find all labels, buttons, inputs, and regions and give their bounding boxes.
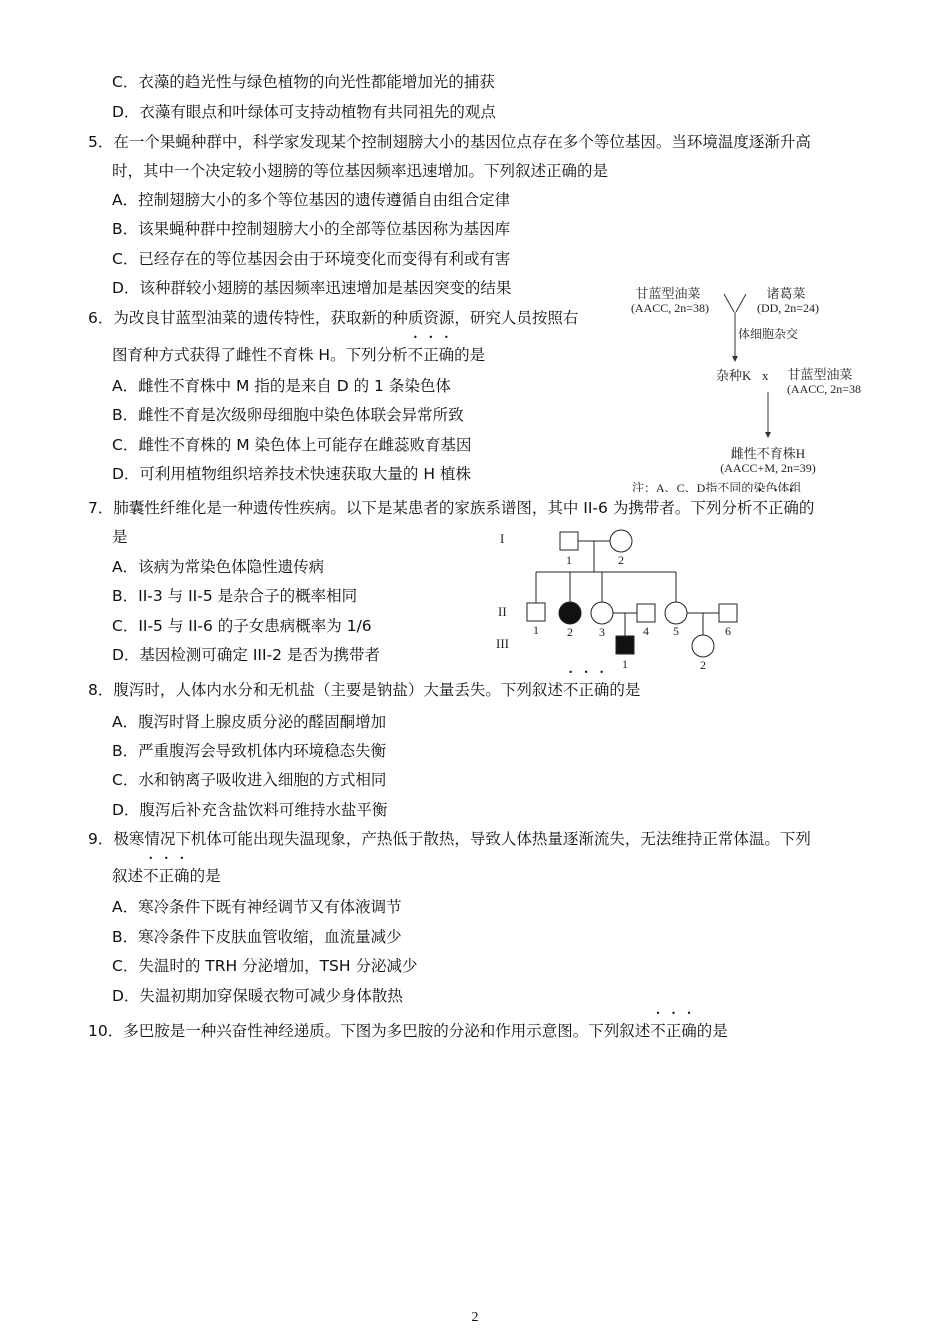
q10-stem: 10．多巴胺是一种兴奋性神经递质。下图为多巴胺的分泌和作用示意图。下列叙述不正确的是 <box>88 1022 728 1040</box>
q6-stem-line2: 图育种方式获得了雌性不育株 H。下列分析不正确的是 <box>112 346 486 364</box>
q5-option-c: C．已经存在的等位基因会由于环境变化而变得有利或有害 <box>112 250 511 268</box>
gen3-number: 1 <box>622 657 628 671</box>
parent1-name: 甘蓝型油菜 <box>635 286 701 301</box>
parent3-genome: (AACC, 2n=38 <box>786 382 862 396</box>
q4-option-d: D．衣藻有眼点和叶绿体可支持动植物有共同祖先的观点 <box>112 103 496 121</box>
q7-option-d: D．基因检测可确定 III-2 是否为携带者 <box>112 646 380 664</box>
gen2-number: 2 <box>567 625 573 639</box>
q9-option-a: A．寒冷条件下既有神经调节又有体液调节 <box>112 898 402 916</box>
offspring-genome: (AACC+M, 2n=39) <box>720 461 816 475</box>
parent2-genome: (DD, 2n=24) <box>756 301 820 315</box>
q6-stem-line1: 6．为改良甘蓝型油菜的遗传特性，获取新的种质资源，研究人员按照右 <box>88 309 579 327</box>
pedigree-chart <box>494 526 744 672</box>
gen1-number: 1 <box>566 553 572 567</box>
gen1-number: 2 <box>618 553 624 567</box>
iii2-female <box>692 635 714 657</box>
parent1-genome: (AACC, 2n=38) <box>630 301 710 315</box>
q5-stem-line2: 时，其中一个决定较小翅膀的等位基因频率迅速增加。下列叙述正确的是 <box>112 162 609 180</box>
gen3-number: 2 <box>700 658 706 672</box>
ii1-male <box>527 603 545 621</box>
q6-option-b: B．雌性不育是次级卵母细胞中染色体联会异常所致 <box>112 406 464 424</box>
ii2-female-affected <box>559 602 581 624</box>
ii3-female <box>591 602 613 624</box>
gen2-number: 1 <box>533 623 539 637</box>
q6-option-c: C．雌性不育株的 M 染色体上可能存在雌蕊败育基因 <box>112 436 472 454</box>
q5-option-d: D．该种群较小翅膀的基因频率迅速增加是基因突变的结果 <box>112 279 512 297</box>
breeding-diagram <box>628 282 868 492</box>
hybrid-label: 杂种K <box>716 368 752 383</box>
q8-option-b: B．严重腹泻会导致机体内环境稳态失衡 <box>112 742 387 760</box>
fusion-line-right <box>736 294 746 312</box>
cross-symbol: x <box>762 368 769 383</box>
q9-stem-line1: 9．极寒情况下机体可能出现失温现象，产热低于散热，导致人体热量逐渐流失，无法维持正常体温。下列 <box>88 830 811 848</box>
q7-option-c: C．II-5 与 II-6 的子女患病概率为 1/6 <box>112 617 372 635</box>
parent2-name: 诸葛菜 <box>766 286 806 301</box>
fusion-line-left <box>724 294 734 312</box>
diagram-note: 注：A、C、D指不同的染色体组 <box>632 481 802 492</box>
gen2-number: 6 <box>725 624 731 638</box>
gen2-number: 3 <box>599 625 605 639</box>
q5-option-a: A．控制翅膀大小的多个等位基因的遗传遵循自由组合定律 <box>112 191 511 209</box>
q8-option-a: A．腹泻时肾上腺皮质分泌的醛固酮增加 <box>112 713 387 731</box>
fusion-label: 体细胞杂交 <box>738 327 799 341</box>
q9-option-b: B．寒冷条件下皮肤血管收缩，血流量减少 <box>112 928 402 946</box>
q8-option-d: D．腹泻后补充含盐饮料可维持水盐平衡 <box>112 801 388 819</box>
gen-label-iii: III <box>496 636 509 651</box>
ii6-male <box>719 604 737 622</box>
q7-option-a: A．该病为常染色体隐性遗传病 <box>112 558 325 576</box>
q9-option-c: C．失温时的 TRH 分泌增加，TSH 分泌减少 <box>112 957 418 975</box>
q6-option-d: D．可利用植物组织培养技术快速获取大量的 H 植株 <box>112 465 471 483</box>
offspring-name: 雌性不育株H <box>730 446 806 461</box>
q4-option-c: C．衣藻的趋光性与绿色植物的向光性都能增加光的捕获 <box>112 73 495 91</box>
gen-label-i: I <box>500 531 505 546</box>
i2-female <box>610 530 632 552</box>
iii1-male-affected <box>616 636 634 654</box>
gen-label-ii: II <box>498 604 507 619</box>
q7-option-b: B．II-3 与 II-5 是杂合子的概率相同 <box>112 587 358 605</box>
q8-stem: 8．腹泻时，人体内水分和无机盐（主要是钠盐）大量丢失。下列叙述不正确的是 <box>88 681 641 699</box>
gen2-number: 4 <box>643 624 649 638</box>
q7-stem-line2: 是 <box>112 528 128 546</box>
ii5-female <box>665 602 687 624</box>
page-number: 2 <box>471 1310 479 1325</box>
gen2-number: 5 <box>673 624 679 638</box>
q7-stem-line1: 7．肺囊性纤维化是一种遗传性疾病。以下是某患者的家族系谱图，其中 II-6 为携带者。下列分析不正确的 <box>88 499 815 517</box>
ii4-male <box>637 604 655 622</box>
q6-option-a: A．雌性不育株中 M 指的是来自 D 的 1 条染色体 <box>112 377 451 395</box>
q5-stem-line1: 5．在一个果蝇种群中，科学家发现某个控制翅膀大小的基因位点存在多个等位基因。当环境温度逐渐升高 <box>88 133 811 151</box>
parent3-name: 甘蓝型油菜 <box>787 367 853 382</box>
q8-option-c: C．水和钠离子吸收进入细胞的方式相同 <box>112 771 387 789</box>
i1-male <box>560 532 578 550</box>
q9-option-d: D．失温初期加穿保暖衣物可减少身体散热 <box>112 987 403 1005</box>
q9-stem-line2: 叙述不正确的是 <box>112 867 221 885</box>
q5-option-b: B．该果蝇种群中控制翅膀大小的全部等位基因称为基因库 <box>112 220 511 238</box>
